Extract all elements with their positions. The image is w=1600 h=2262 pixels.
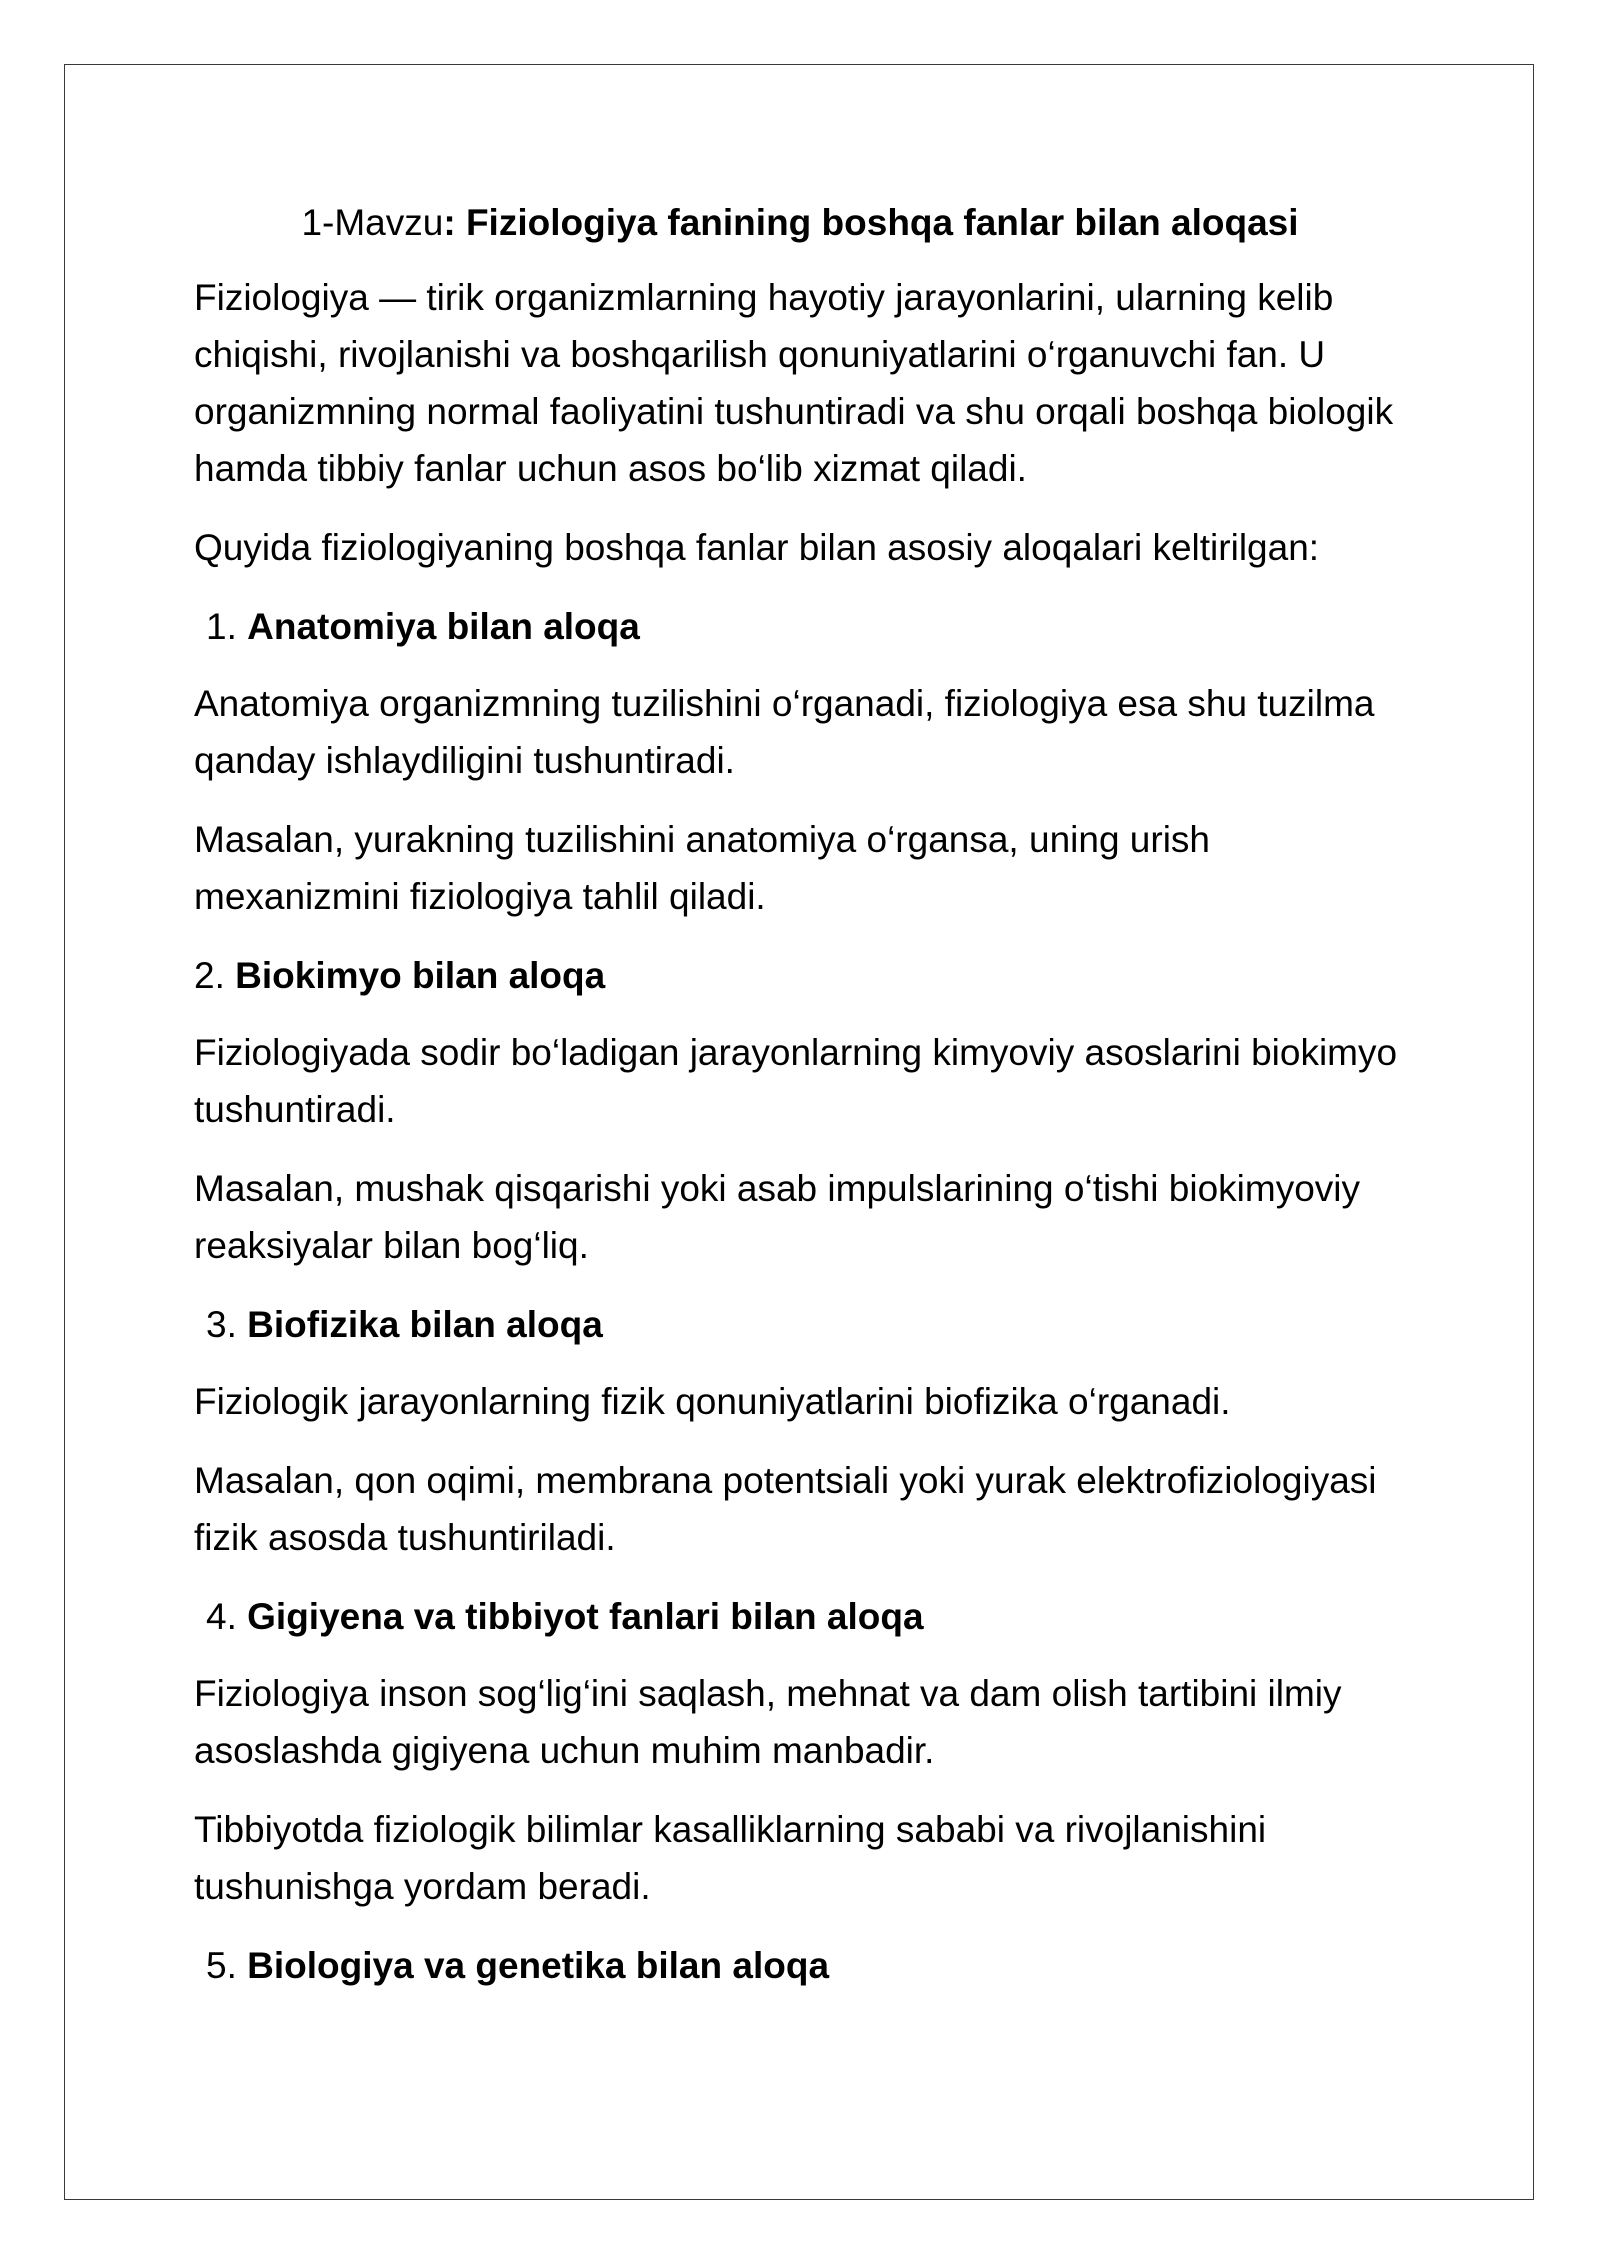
section-paragraph: Fiziologiya inson sog‘lig‘ini saqlash, mehnat va dam olish tartibini ilmiy asoslashda gigiyena uchun muhim manbadir. bbox=[194, 1673, 1342, 1771]
intro-paragraph: Fiziologiya — tirik organizmlarning hayotiy jarayonlarini, ularning kelib chiqishi, rivojlanishi va boshqarilish qonuniyatlarini o‘rganuvchi fan. U organizmning normal faoliyatini tushuntiradi va shu orqali boshqa biologik hamda tibbiy fanlar uchun asos bo‘lib xizmat qiladi. bbox=[194, 277, 1394, 489]
section-heading-3 bbox=[194, 1296, 1406, 1353]
title-bold: : Fiziologiya fanining boshqa fanlar bilan aloqasi bbox=[443, 202, 1299, 243]
section-number: 1. bbox=[206, 606, 237, 647]
section-paragraph: Tibbiyotda fiziologik bilimlar kasalliklarning sababi va rivojlanishini tushunishga yordam beradi. bbox=[194, 1809, 1267, 1907]
section-paragraph: Fiziologiyada sodir bo‘ladigan jarayonlarning kimyoviy asoslarini biokimyo tushuntiradi. bbox=[194, 1032, 1398, 1130]
section-title: Gigiyena va tibbiyot fanlari bilan aloqa bbox=[247, 1596, 924, 1637]
section-heading-4 bbox=[194, 1588, 1406, 1645]
section-paragraph: Masalan, mushak qisqarishi yoki asab impulslarining o‘tishi biokimyoviy reaksiyalar bilan bog‘liq. bbox=[194, 1168, 1360, 1266]
section-number: 5. bbox=[206, 1945, 237, 1986]
section-number: 3. bbox=[206, 1304, 237, 1345]
section-paragraph: Fiziologik jarayonlarning fizik qonuniyatlarini biofizika o‘rganadi. bbox=[194, 1381, 1231, 1422]
section-title: Biokimyo bilan aloqa bbox=[235, 955, 606, 996]
section-paragraph: Masalan, yurakning tuzilishini anatomiya o‘rgansa, uning urish mexanizmini fiziologiya tahlil qiladi. bbox=[194, 819, 1211, 917]
section-paragraph: Masalan, qon oqimi, membrana potentsiali yoki yurak elektrofiziologiyasi fizik asosda tushuntiriladi. bbox=[194, 1460, 1377, 1558]
section-title: Anatomiya bilan aloqa bbox=[247, 606, 640, 647]
section-number: 4. bbox=[206, 1596, 237, 1637]
section-heading-5 bbox=[194, 1937, 1406, 1994]
section-heading-1 bbox=[194, 598, 1406, 655]
document-title bbox=[194, 194, 1406, 251]
section-paragraph: Anatomiya organizmning tuzilishini o‘rganadi, fiziologiya esa shu tuzilma qanday ishlaydiligini tushuntiradi. bbox=[194, 683, 1375, 781]
section-number: 2. bbox=[194, 955, 225, 996]
section-heading-2 bbox=[194, 947, 1406, 1004]
section-title: Biologiya va genetika bilan aloqa bbox=[247, 1945, 830, 1986]
document-body bbox=[194, 194, 1406, 2014]
section-title: Biofizika bilan aloqa bbox=[247, 1304, 603, 1345]
title-prefix: 1-Mavzu bbox=[301, 202, 444, 243]
lead-paragraph: Quyida fiziologiyaning boshqa fanlar bilan asosiy aloqalari keltirilgan: bbox=[194, 527, 1320, 568]
